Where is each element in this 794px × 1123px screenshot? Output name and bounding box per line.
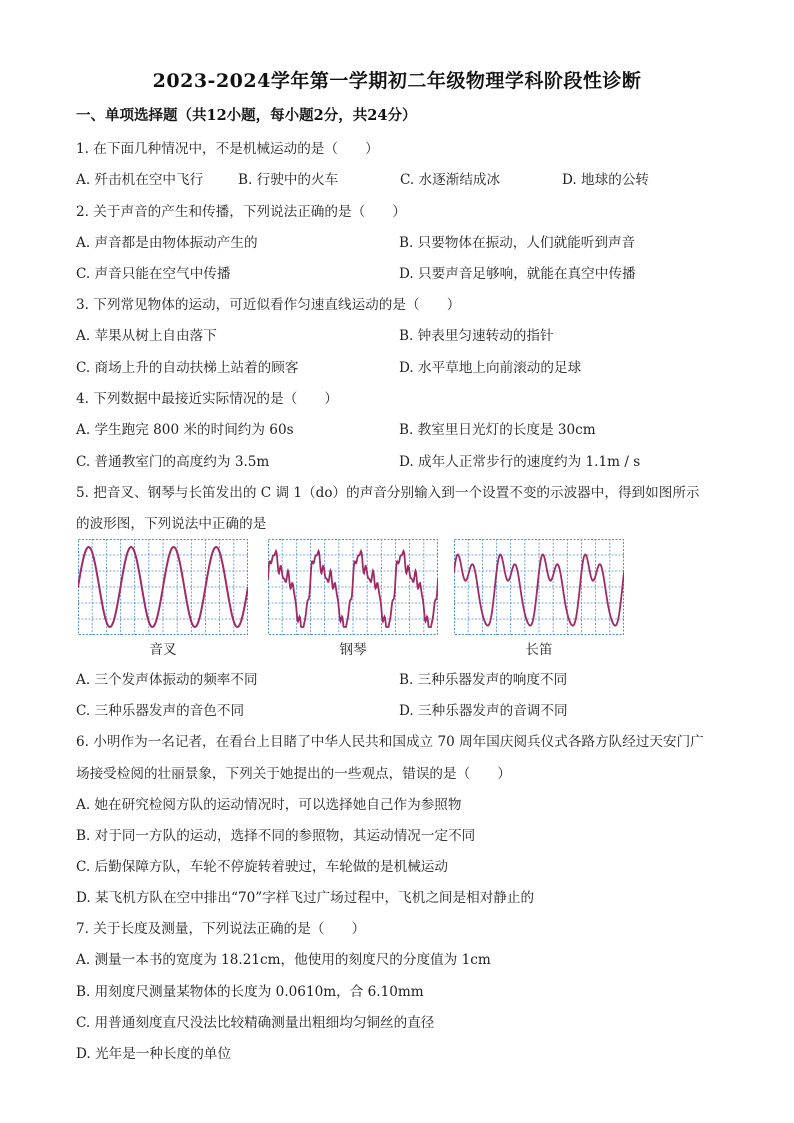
question-5-stem-line-2: 的波形图，下列说法中正确的是 bbox=[76, 516, 267, 532]
question-1-option-c: C. 水逐渐结成冰 bbox=[400, 172, 501, 188]
waveform-trace bbox=[454, 555, 624, 626]
oscilloscope-grid bbox=[454, 539, 624, 635]
question-4-option-d: D. 成年人正常步行的速度约为 1.1m / s bbox=[399, 454, 641, 470]
question-1-stem: 1. 在下面几种情况中，不是机械运动的是（ ） bbox=[76, 141, 379, 157]
question-5-option-a: A. 三个发声体振动的频率不同 bbox=[76, 672, 258, 688]
question-4-option-b: B. 教室里日光灯的长度是 30cm bbox=[399, 422, 596, 438]
piano-waveform bbox=[268, 539, 438, 635]
flute-label: 长笛 bbox=[525, 642, 553, 658]
question-1-option-a: A. 歼击机在空中飞行 bbox=[76, 172, 204, 188]
question-6-option-d: D. 某飞机方队在空中排出“70”字样飞过广场过程中，飞机之间是相对静止的 bbox=[76, 890, 535, 906]
question-3-option-d: D. 水平草地上向前滚动的足球 bbox=[399, 360, 582, 376]
question-3-option-b: B. 钟表里匀速转动的指针 bbox=[399, 328, 554, 344]
question-2-option-a: A. 声音都是由物体振动产生的 bbox=[76, 235, 258, 251]
question-7-option-a: A. 测量一本书的宽度为 18.21cm，他使用的刻度尺的分度值为 1cm bbox=[76, 952, 491, 968]
question-4-option-a: A. 学生跑完 800 米的时间约为 60s bbox=[76, 422, 294, 438]
question-2-option-d: D. 只要声音足够响，就能在真空中传播 bbox=[399, 266, 636, 282]
question-6-stem-line-1: 6. 小明作为一名记者，在看台上目睹了中华人民共和国成立 70 周年国庆阅兵仪式各路方队经过天安门广 bbox=[76, 734, 704, 750]
question-2-option-b: B. 只要物体在振动，人们就能听到声音 bbox=[399, 235, 636, 251]
question-2-stem: 2. 关于声音的产生和传播，下列说法正确的是（ ） bbox=[76, 204, 406, 220]
question-1-option-d: D. 地球的公转 bbox=[562, 172, 650, 188]
question-6-option-b: B. 对于同一方队的运动，选择不同的参照物，其运动情况一定不同 bbox=[76, 828, 476, 844]
question-6-stem-line-2: 场接受检阅的壮丽景象，下列关于她提出的一些观点，错误的是（ ） bbox=[76, 766, 511, 782]
section-heading: 一、单项选择题（共12小题，每小题2分，共24分） bbox=[76, 107, 417, 124]
question-3-stem: 3. 下列常见物体的运动，可近似看作匀速直线运动的是（ ） bbox=[76, 297, 461, 313]
flute-waveform bbox=[454, 539, 624, 635]
question-6-option-c: C. 后勤保障方队，车轮不停旋转着驶过，车轮做的是机械运动 bbox=[76, 859, 448, 875]
question-4-stem: 4. 下列数据中最接近实际情况的是（ ） bbox=[76, 391, 338, 407]
question-7-option-c: C. 用普通刻度直尺没法比较精确测量出粗细均匀铜丝的直径 bbox=[76, 1015, 435, 1031]
tuning-fork-waveform bbox=[78, 539, 248, 635]
question-5-stem-line-1: 5. 把音叉、钢琴与长笛发出的 C 调 1（do）的声音分别输入到一个设置不变的示波器中，得到如图所示 bbox=[76, 485, 700, 501]
question-3-option-c: C. 商场上升的自动扶梯上站着的顾客 bbox=[76, 360, 299, 376]
question-5-option-b: B. 三种乐器发声的响度不同 bbox=[399, 672, 568, 688]
question-2-option-c: C. 声音只能在空气中传播 bbox=[76, 266, 231, 282]
question-6-option-a: A. 她在研究检阅方队的运动情况时，可以选择她自己作为参照物 bbox=[76, 797, 462, 813]
question-3-option-a: A. 苹果从树上自由落下 bbox=[76, 328, 217, 344]
question-1-option-b: B. 行驶中的火车 bbox=[238, 172, 339, 188]
question-4-option-c: C. 普通教室门的高度约为 3.5m bbox=[76, 454, 270, 470]
page-title: 2023-2024学年第一学期初二年级物理学科阶段性诊断 bbox=[152, 70, 642, 92]
question-7-option-b: B. 用刻度尺测量某物体的长度为 0.0610m，合 6.10mm bbox=[76, 984, 424, 1000]
question-5-option-d: D. 三种乐器发声的音调不同 bbox=[399, 703, 568, 719]
question-5-option-c: C. 三种乐器发声的音色不同 bbox=[76, 703, 245, 719]
question-7-option-d: D. 光年是一种长度的单位 bbox=[76, 1046, 231, 1062]
question-7-stem: 7. 关于长度及测量，下列说法正确的是（ ） bbox=[76, 921, 366, 937]
tuning-fork-label: 音叉 bbox=[149, 642, 177, 658]
piano-label: 钢琴 bbox=[339, 642, 367, 658]
waveform-trace bbox=[268, 551, 438, 627]
